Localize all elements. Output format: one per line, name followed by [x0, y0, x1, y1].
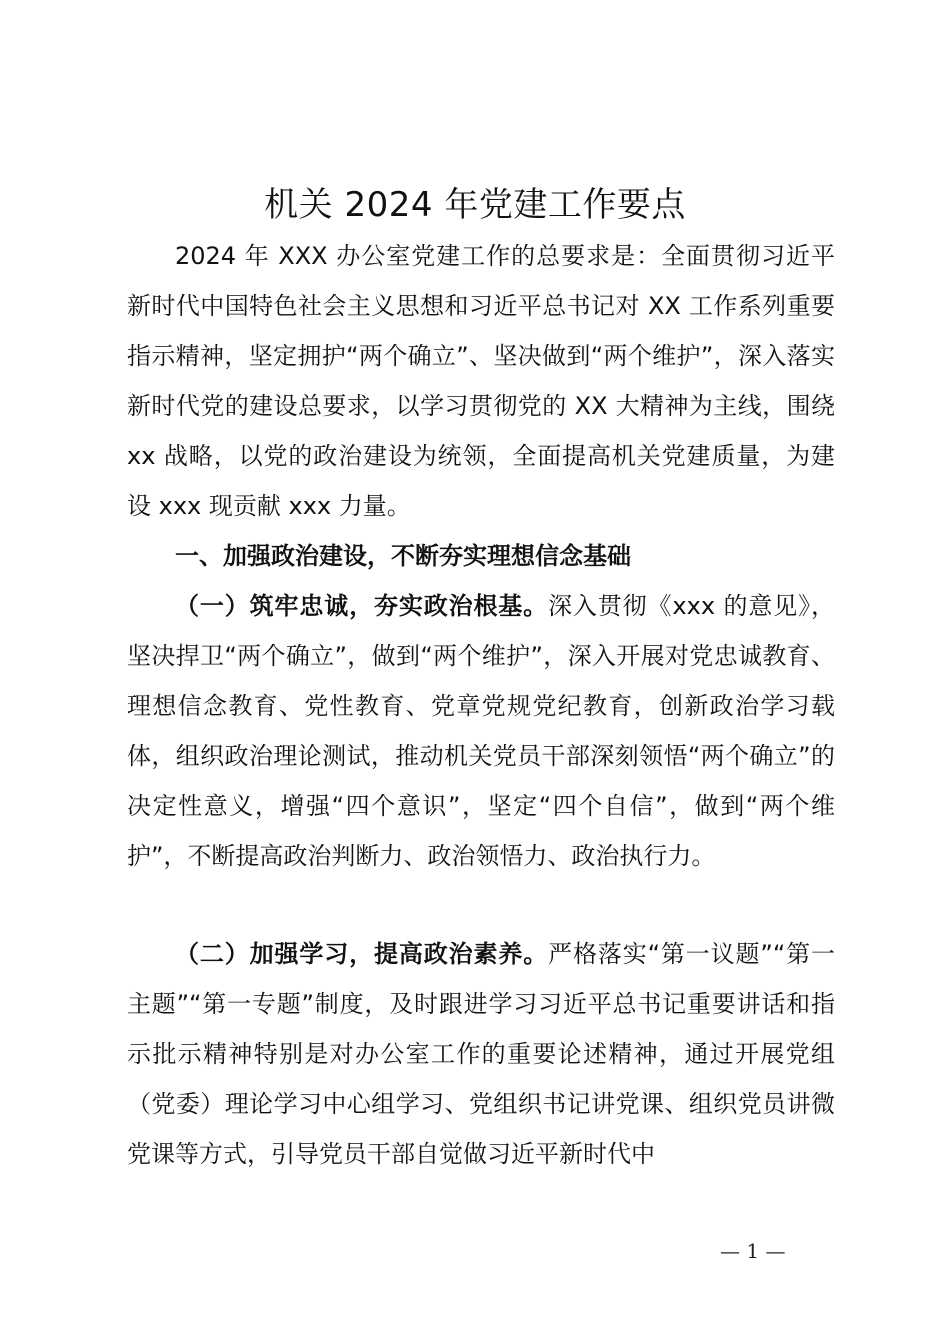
page-number: — 1 — — [720, 1239, 786, 1263]
item-paragraph-1 — [127, 581, 835, 881]
document-title: 机关 2024 年党建工作要点 — [264, 185, 686, 225]
item-lead-1: （一）筑牢忠诚，夯实政治根基。 — [175, 592, 549, 620]
item-text-1: 深入贯彻《xxx 的意见》，坚决捍卫“两个确立”，做到“两个维护”，深入开展对党忠诚教育、理想信念教育、党性教育、党章党规党纪教育，创新政治学习载体，组织政治理论测试，推动机关党员干部深刻领悟“两个确立”的决定性意义，增强“四个意识”，坚定“四个自信”，做到“两个维护”，不断提高政治判断力、政治领悟力、政治执行力。 — [127, 592, 836, 870]
item-text-2: 严格落实“第一议题”“第一主题”“第一专题”制度，及时跟进学习习近平总书记重要讲话和指示批示精神特别是对办公室工作的重要论述精神，通过开展党组（党委）理论学习中心组学习、党组织书记讲党课、组织党员讲微党课等方式，引导党员干部自觉做习近平新时代中 — [127, 940, 835, 1168]
item-lead-2: （二）加强学习，提高政治素养。 — [175, 940, 549, 968]
intro-paragraph: 2024 年 XXX 办公室党建工作的总要求是：全面贯彻习近平新时代中国特色社会主义思想和习近平总书记对 XX 工作系列重要指示精神，坚定拥护“两个确立”、坚决做到“两个维护”，深入落实新时代党的建设总要求，以学习贯彻党的 XX 大精神为主线，围绕 xx 战略，以党的政治建设为统领，全面提高机关党建质量，为建设 xxx 现贡献 xxx 力量。 — [127, 242, 835, 520]
section-heading: 一、加强政治建设，不断夯实理想信念基础 — [175, 542, 631, 570]
item-paragraph-2 — [127, 929, 835, 1179]
